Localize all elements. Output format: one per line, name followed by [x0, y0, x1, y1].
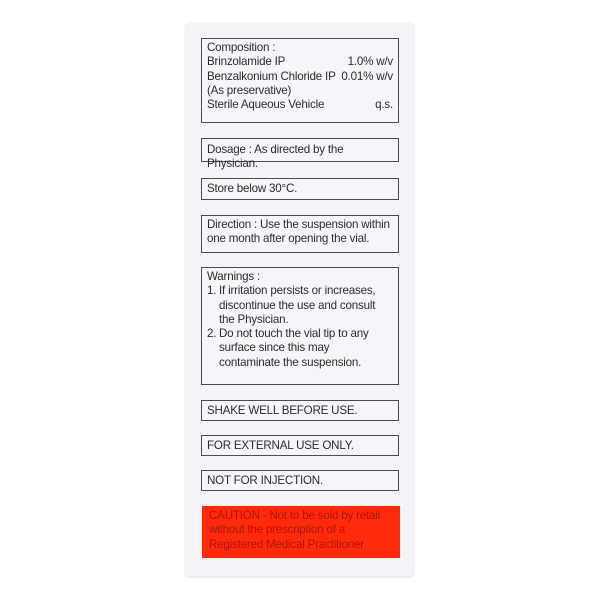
- notice-shake: SHAKE WELL BEFORE USE.: [201, 400, 399, 421]
- notice-external: FOR EXTERNAL USE ONLY.: [201, 435, 399, 456]
- warnings-title: Warnings :: [207, 270, 260, 283]
- caution-box: CAUTION - Not to be sold by retail without the prescription of a Registered Medical Practitioner: [202, 506, 400, 558]
- warnings-box: [201, 267, 399, 385]
- composition-title: Composition :: [207, 41, 276, 54]
- direction-box: Direction : Use the suspension within one month after opening the vial.: [201, 215, 399, 253]
- warning-item: 1. If irritation persists or increases, discontinue the use and consult the Physician.: [207, 284, 376, 326]
- storage-box: Store below 30°C.: [201, 178, 399, 200]
- composition-row: Brinzolamide IP 1.0% w/v: [207, 55, 393, 69]
- composition-row: Sterile Aqueous Vehicle q.s.: [207, 98, 393, 112]
- composition-row: Benzalkonium Chloride IP 0.01% w/v: [207, 69, 393, 83]
- dosage-box: Dosage : As directed by the Physician.: [201, 138, 399, 162]
- composition-row: (As preservative): [207, 83, 292, 97]
- notice-injection: NOT FOR INJECTION.: [201, 470, 399, 491]
- warning-item: 2. Do not touch the vial tip to any surface since this may contaminate the suspension.: [207, 327, 369, 369]
- composition-box: [201, 38, 399, 123]
